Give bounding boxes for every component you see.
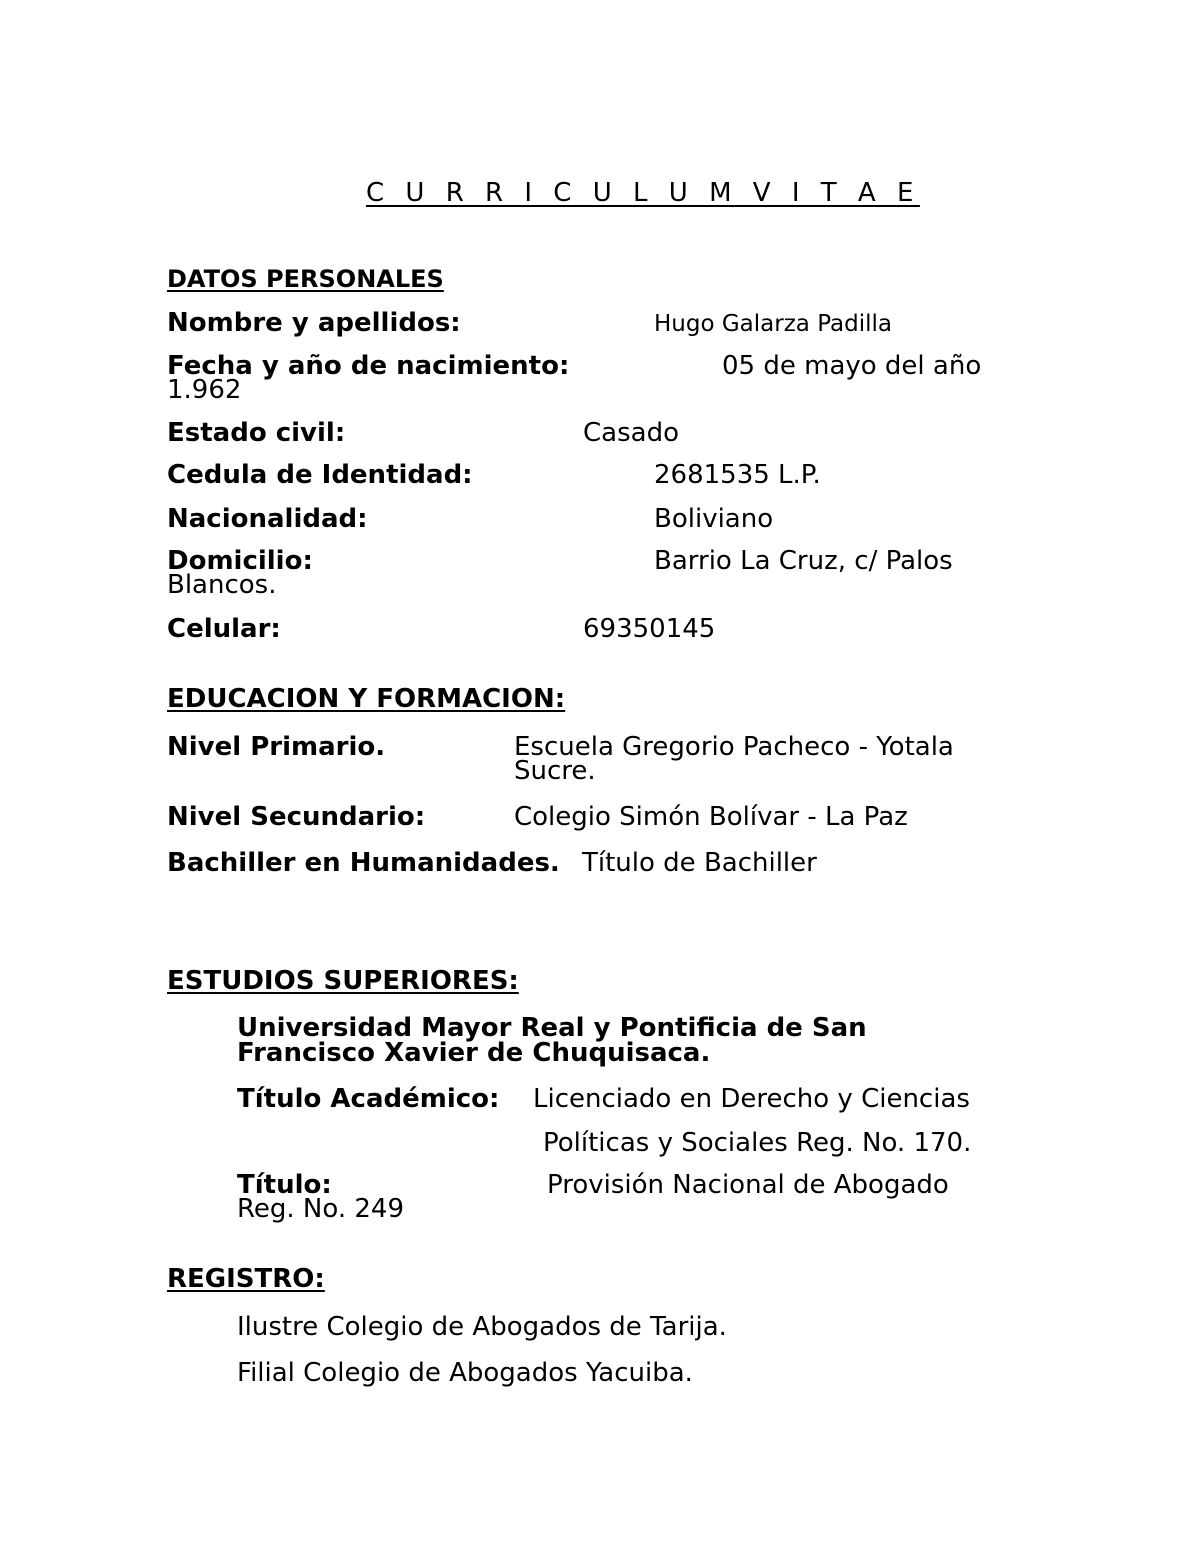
cedula-value: 2681535 L.P.	[654, 460, 821, 490]
bachiller-value: Título de Bachiller	[582, 848, 817, 878]
nivel-secundario-label: Nivel Secundario:	[167, 802, 426, 832]
section-heading-registro: REGISTRO:	[167, 1264, 325, 1294]
nombre-label: Nombre y apellidos:	[167, 308, 461, 338]
bachiller-label: Bachiller en Humanidades.	[167, 848, 560, 878]
celular-value: 69350145	[583, 614, 716, 644]
section-heading-datos-personales: DATOS PERSONALES	[167, 265, 444, 293]
titulo-academico-label: Título Académico:	[237, 1084, 500, 1114]
titulo-value: Provisión Nacional de Abogado	[547, 1170, 949, 1200]
titulo-value-continued: Reg. No. 249	[237, 1194, 404, 1224]
nivel-primario-value: Escuela Gregorio Pacheco - Yotala	[514, 732, 954, 762]
cedula-label: Cedula de Identidad:	[167, 460, 473, 490]
section-heading-estudios-superiores: ESTUDIOS SUPERIORES:	[167, 966, 519, 996]
page-title: C U R R I C U L U M V I T A E	[366, 178, 920, 208]
registro-item: Ilustre Colegio de Abogados de Tarija.	[237, 1312, 727, 1342]
nacionalidad-label: Nacionalidad:	[167, 504, 368, 534]
universidad-name: Universidad Mayor Real y Pontificia de San	[237, 1013, 867, 1043]
estado-civil-label: Estado civil:	[167, 418, 346, 448]
section-heading-educacion: EDUCACION Y FORMACION:	[167, 684, 566, 714]
fecha-nacimiento-value-continued: 1.962	[167, 375, 242, 405]
nivel-primario-value-continued: Sucre.	[514, 756, 596, 786]
universidad-name-continued: Francisco Xavier de Chuquisaca.	[237, 1038, 711, 1068]
titulo-academico-value-continued: Políticas y Sociales Reg. No. 170.	[543, 1128, 972, 1158]
celular-label: Celular:	[167, 614, 281, 644]
registro-item: Filial Colegio de Abogados Yacuiba.	[237, 1358, 693, 1388]
estado-civil-value: Casado	[583, 418, 679, 448]
fecha-nacimiento-value: 05 de mayo del año	[722, 351, 982, 381]
nombre-value: Hugo Galarza Padilla	[654, 311, 892, 337]
domicilio-label: Domicilio:	[167, 546, 313, 576]
titulo-label: Título:	[237, 1170, 332, 1200]
domicilio-value-continued: Blancos.	[167, 570, 277, 600]
nivel-secundario-value: Colegio Simón Bolívar - La Paz	[514, 802, 908, 832]
titulo-academico-value: Licenciado en Derecho y Ciencias	[533, 1084, 970, 1114]
domicilio-value: Barrio La Cruz, c/ Palos	[654, 546, 953, 576]
nacionalidad-value: Boliviano	[654, 504, 774, 534]
fecha-nacimiento-label: Fecha y año de nacimiento:	[167, 351, 570, 381]
nivel-primario-label: Nivel Primario.	[167, 732, 386, 762]
